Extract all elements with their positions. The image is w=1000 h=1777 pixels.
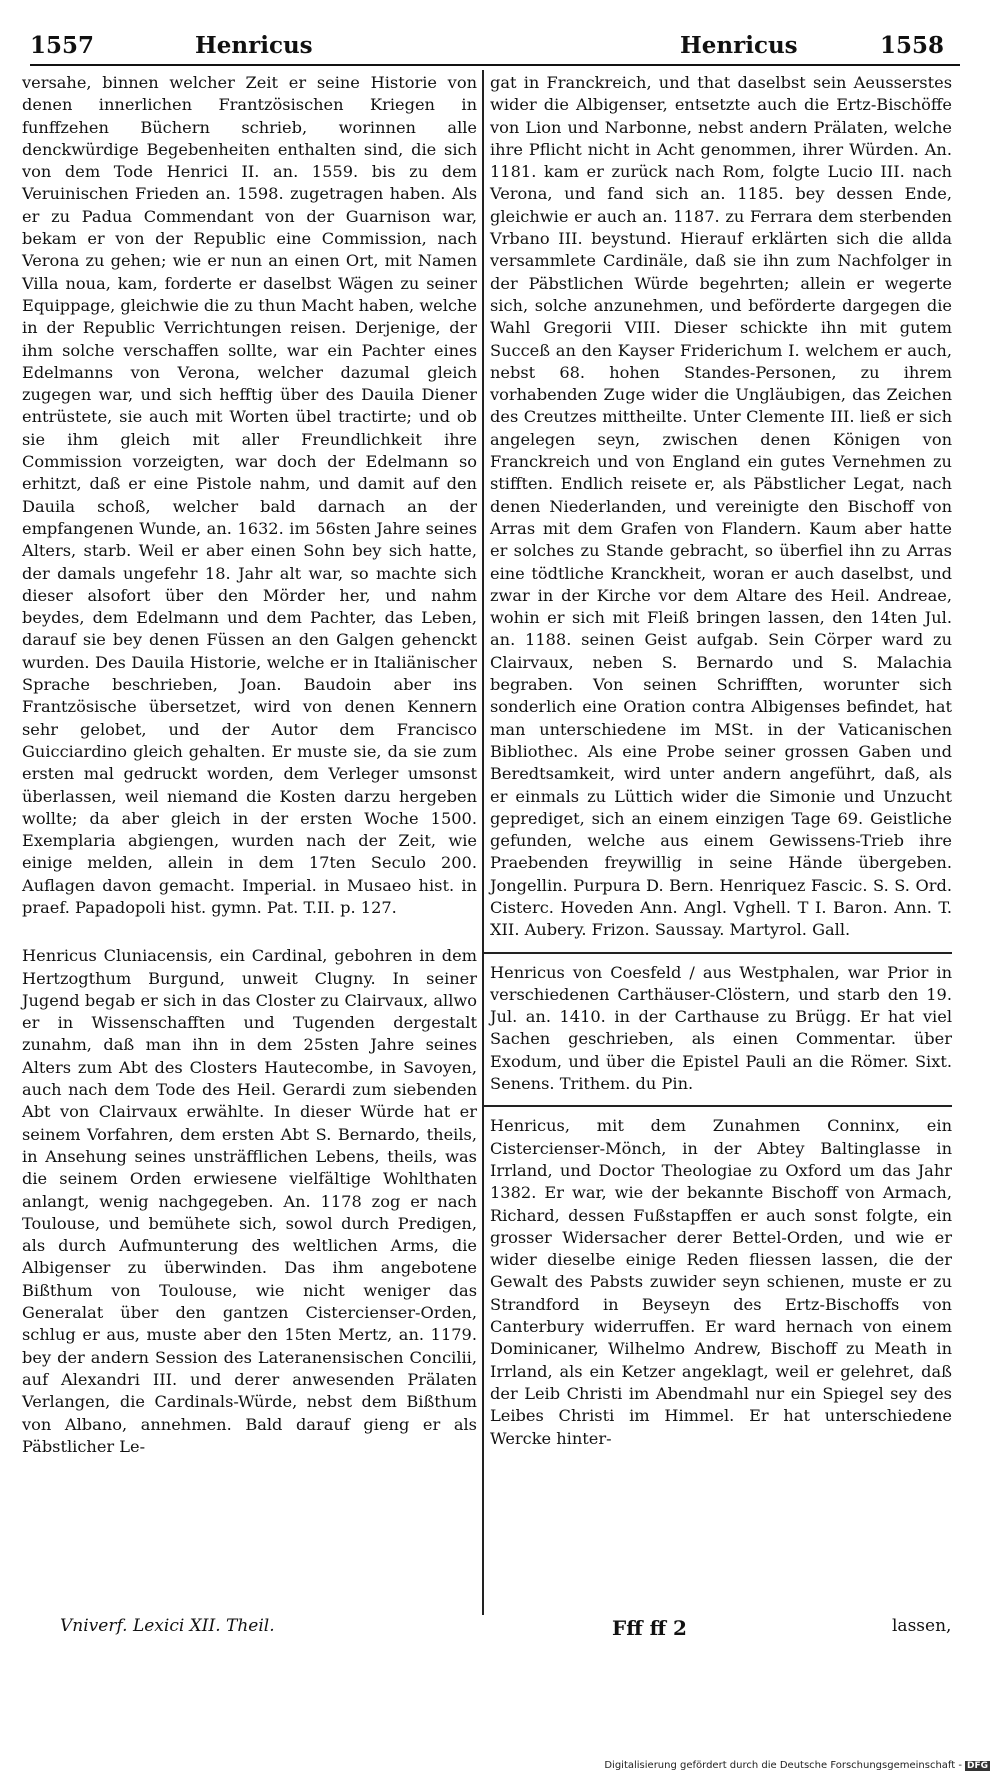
catchword: lassen, [892,1616,952,1636]
entry-separator [482,1105,952,1107]
entry-henricus-von-coesfeld: Henricus von Coesfeld / aus Westphalen, war Prior in verschiedenen Carthäuser-Clöstern, und starb den 19. Jul. an. 1410. in der Carthause zu Brügg. Er hat viel Sachen geschrieben, als einen Commentar. über Exodum, und über die Epistel Pauli an die Römer. Sixt. Senens. Trithem. du Pin. [490,962,952,1094]
signature-mark: Fff ff 2 [612,1616,687,1640]
left-page-number: 1557 [30,32,95,59]
left-column [22,72,477,1458]
volume-note: Vniverf. Lexici XII. Theil. [60,1616,275,1636]
digitization-credit-text: Digitalisierung gefördert durch die Deutsche Forschungsgemeinschaft - [604,1760,962,1771]
right-column [490,72,952,1450]
left-running-title: Henricus [195,32,313,59]
entry-henricus-cluniacensis: Henricus Cluniacensis, ein Cardinal, gebohren in dem Hertzogthum Burgund, unweit Clugny. In seiner Jugend begab er sich in das Closter zu Clairvaux, allwo er in Wissenschafften und Tugenden dergestalt zunahm, daß man ihn in dem 25sten Jahre seines Alters zum Abt des Closters Hautecombe, in Savoyen, auch nach dem Tode des Heil. Gerardi zum siebenden Abt von Clairvaux erwählte. In dieser Würde hat er seinem Vorfahren, dem ersten Abt S. Bernardo, theils, in Ansehung seines unsträfflichen Lebens, theils, was die seinem Orden erwiesene vielfältige Wohlthaten anlangt, wenig nachgegeben. An. 1178 zog er nach Toulouse, und bemühete sich, sowol durch Predigen, als durch Aufmunterung des weltlichen Arms, die Albigenser zu überwinden. Das ihm angebotene Bißthum von Toulouse, wie nicht weniger das Generalat über den gantzen Cistercienser-Orden, schlug er aus, muste aber den 15ten Mertz, an. 1179. bey der andern Session des Lateranensischen Concilii, auf Alexandri III. und derer anwesenden Prälaten Verlangen, die Cardinals-Würde, nebst dem Bißthum von Albano, annehmen. Bald darauf gieng er als Päbstlicher Le- [22,946,477,1456]
digitization-credit [604,1760,990,1771]
dfg-logo: DFG [966,1761,988,1771]
right-running-title: Henricus [680,32,798,59]
entry-henricus-cluniacensis-continuation: gat in Franckreich, und that daselbst sein Aeusserstes wider die Albigenser, entsetzte auch die Ertz-Bischöffe von Lion und Narbonne, nebst andern Prälaten, welche ihre Pflicht nicht in Acht genommen, ihrer Würden. An. 1181. kam er zurück nach Rom, folgte Lucio III. nach Verona, und fand sich an. 1185. bey dessen Ende, gleichwie er auch an. 1187. zu Ferrara dem sterbenden Vrbano III. beystund. Hierauf erklärten sich die allda versammlete Cardinäle, daß sie ihn zum Nachfolger in der Päbstlichen Würde begehrten; allein er wegerte sich, solche anzunehmen, und beförderte dargegen die Wahl Gregorii VIII. Dieser schickte ihn mit gutem Succeß an den Kayser Friderichum I. welchem er auch, nebst 68. hohen Standes-Personen, zu ihrem vorhabenden Zuge wider die Ungläubigen, das Zeichen des Creutzes mittheilte. Unter Clemente III. ließ er sich angelegen seyn, zwischen denen Königen von Franckreich und von England ein gutes Vernehmen zu stifften. Endlich reisete er, als Päbstlicher Legat, nach denen Niederlanden, und vereinigte den Bischoff von Arras mit dem Grafen von Flandern. Kaum aber hatte er solches zu Stande gebracht, so überfiel ihn zu Arras eine tödtliche Kranckheit, woran er auch daselbst, und zwar in der Kirche vor dem Altare des Heil. Andreae, wohin er sich mit Fleiß bringen lassen, den 14ten Jul. an. 1188. seinen Geist aufgab. Sein Cörper ward zu Clairvaux, neben S. Bernardo und S. Malachia begraben. Von seinen Schrifften, worunter sich sonderlich eine Oration contra Albigenses befindet, hat man unterschiedene im MSt. in der Vaticanischen Bibliothec. Als eine Probe seiner grossen Gaben und Beredtsamkeit, wird unter andern angeführt, daß, als er einmals zu Lüttich wider die Simonie und Unzucht geprediget, sich an einem einzigen Tage 69. Geistliche gefunden, welche aus einem Gewissens-Trieb ihre Praebenden freywillig in seine Hände übergeben. Jongellin. Purpura D. Bern. Henriquez Fascic. S. S. Ord. Cisterc. Hoveden Ann. Angl. Vghell. T I. Baron. Ann. T. XII. Aubery. Frizon. Saussay. Martyrol. Gall. [490,73,952,940]
header-rule [30,64,960,66]
right-page-number: 1558 [880,32,945,59]
entry-henricus-conninx: Henricus, mit dem Zunahmen Conninx, ein Cistercienser-Mönch, in der Abtey Baltinglasse in Irrland, und Doctor Theologiae zu Oxford um das Jahr 1382. Er war, wie der bekannte Bischoff von Armach, Richard, dessen Fußstapffen er auch sonst folgte, ein grosser Widersacher derer Bettel-Orden, und wie er wider dieselbe einige Reden fliessen lassen, die der Gewalt des Pabsts zuwider seyn schienen, muste er zu Strandford in Beyseyn des Ertz-Bischoffs von Canterbury widerruffen. Er ward hernach von einem Dominicaner, Wilhelmo Andrew, Bischoff zu Meath in Irrland, als ein Ketzer angeklagt, weil er gelehret, daß der Leib Christi im Abendmahl nur ein Spiegel sey des Leibes Christi im Himmel. Er hat unterschiedene Wercke hinter- [490,1116,952,1448]
entry-dauila-continuation: versahe, binnen welcher Zeit er seine Historie von denen innerlichen Frantzösischen Kriegen in funffzehen Büchern schrieb, worinnen alle denckwürdige Begebenheiten enthalten sind, die sich von dem Tode Henrici II. an. 1559. bis zu dem Veruinischen Frieden an. 1598. zugetragen haben. Als er zu Padua Commendant von der Guarnison war, bekam er von der Republic eine Commission, nach Verona zu gehen; wie er nun an einen Ort, mit Namen Villa noua, kam, forderte er daselbst Wägen zu seiner Equippage, gleichwie die zu thun Macht haben, welche in der Republic Verrichtungen reisen. Derjenige, der ihm solche verschaffen sollte, war ein Pachter eines Edelmanns von Verona, welcher dazumal gleich zugegen war, und sich hefftig über des Dauila Diener entrüstete, sie auch mit Worten übel tractirte; und ob sie ihm gleich mit aller Freundlichkeit ihre Commission vorzeigten, war doch der Edelmann so erhitzt, daß er eine Pistole nahm, und damit auf den Dauila schoß, welcher bald darnach an der empfangenen Wunde, an. 1632. im 56sten Jahre seines Alters, starb. Weil er aber einen Sohn bey sich hatte, der damals ungefehr 18. Jahr alt war, so machte sich dieser alsofort über den Mörder her, und nahm beydes, dem Edelmann und dem Pachter, das Leben, darauf sie bey denen Füssen an den Galgen gehenckt wurden. Des Dauila Historie, welche er in Italiänischer Sprache beschrieben, Joan. Baudoin aber ins Frantzösische übersetzet, wird von denen Kennern sehr gelobet, und der Autor dem Francisco Guicciardino gleich gehalten. Er muste sie, da sie zum ersten mal gedruckt worden, dem Verleger umsonst überlassen, weil niemand die Kosten darzu hergeben wollte; da aber gleich in der ersten Woche 1500. Exemplaria abgiengen, wurden nach der Zeit, wie einige melden, allein in dem 17ten Seculo 200. Auflagen davon gemacht. Imperial. in Musaeo hist. in praef. Papadopoli hist. gymn. Pat. T.II. p. 127. [22,73,478,917]
column-separator [482,70,484,1615]
entry-separator [482,952,952,954]
